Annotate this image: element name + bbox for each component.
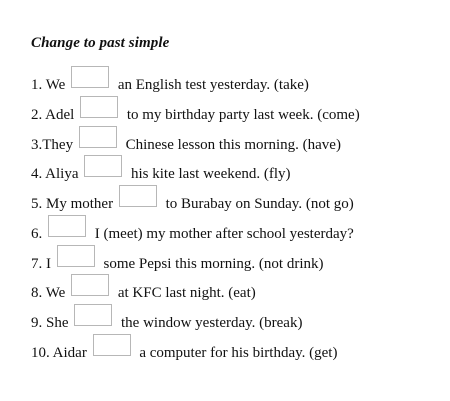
answer-box[interactable] — [84, 155, 122, 177]
item-prefix: 10. Aidar — [31, 345, 87, 361]
answer-box[interactable] — [71, 66, 109, 88]
exercise-item-8 — [31, 282, 256, 304]
answer-box[interactable] — [57, 245, 95, 267]
item-suffix: some Pepsi this morning. (not drink) — [103, 256, 324, 272]
item-prefix: 5. My mother — [31, 196, 114, 212]
item-prefix: 2. Adel — [31, 107, 75, 123]
exercise-item-7 — [31, 253, 324, 275]
item-suffix: at KFC last night. (eat) — [117, 285, 256, 301]
answer-box[interactable] — [79, 126, 117, 148]
item-prefix: 6. — [31, 226, 43, 242]
item-suffix: his kite last weekend. (fly) — [131, 166, 291, 182]
exercise-item-4 — [31, 163, 291, 185]
exercise-item-3 — [31, 134, 341, 156]
item-prefix: 8. We — [31, 285, 66, 301]
item-suffix: the window yesterday. (break) — [121, 315, 303, 331]
item-suffix: an English test yesterday. (take) — [117, 77, 309, 93]
item-prefix: 9. She — [31, 315, 69, 331]
item-suffix: a computer for his birthday. (get) — [139, 345, 338, 361]
answer-box[interactable] — [119, 185, 157, 207]
exercise-item-1 — [31, 74, 309, 96]
item-prefix: 4. Aliya — [31, 166, 79, 182]
answer-box[interactable] — [48, 215, 86, 237]
item-suffix: to my birthday party last week. (come) — [126, 107, 360, 123]
item-prefix: 7. I — [31, 256, 51, 272]
exercise-item-6 — [31, 223, 354, 245]
exercise-item-5 — [31, 193, 354, 215]
item-suffix: Chinese lesson this morning. (have) — [125, 137, 341, 153]
answer-box[interactable] — [74, 304, 112, 326]
exercise-item-10 — [31, 342, 337, 364]
item-suffix: I (meet) my mother after school yesterday? — [94, 226, 354, 242]
exercise-item-2 — [31, 104, 360, 126]
item-prefix: 3.They — [31, 137, 74, 153]
answer-box[interactable] — [80, 96, 118, 118]
exercise-item-9 — [31, 312, 302, 334]
item-prefix: 1. We — [31, 77, 66, 93]
item-suffix: to Burabay on Sunday. (not go) — [165, 196, 354, 212]
worksheet-title: Change to past simple — [31, 35, 170, 51]
answer-box[interactable] — [71, 274, 109, 296]
answer-box[interactable] — [93, 334, 131, 356]
